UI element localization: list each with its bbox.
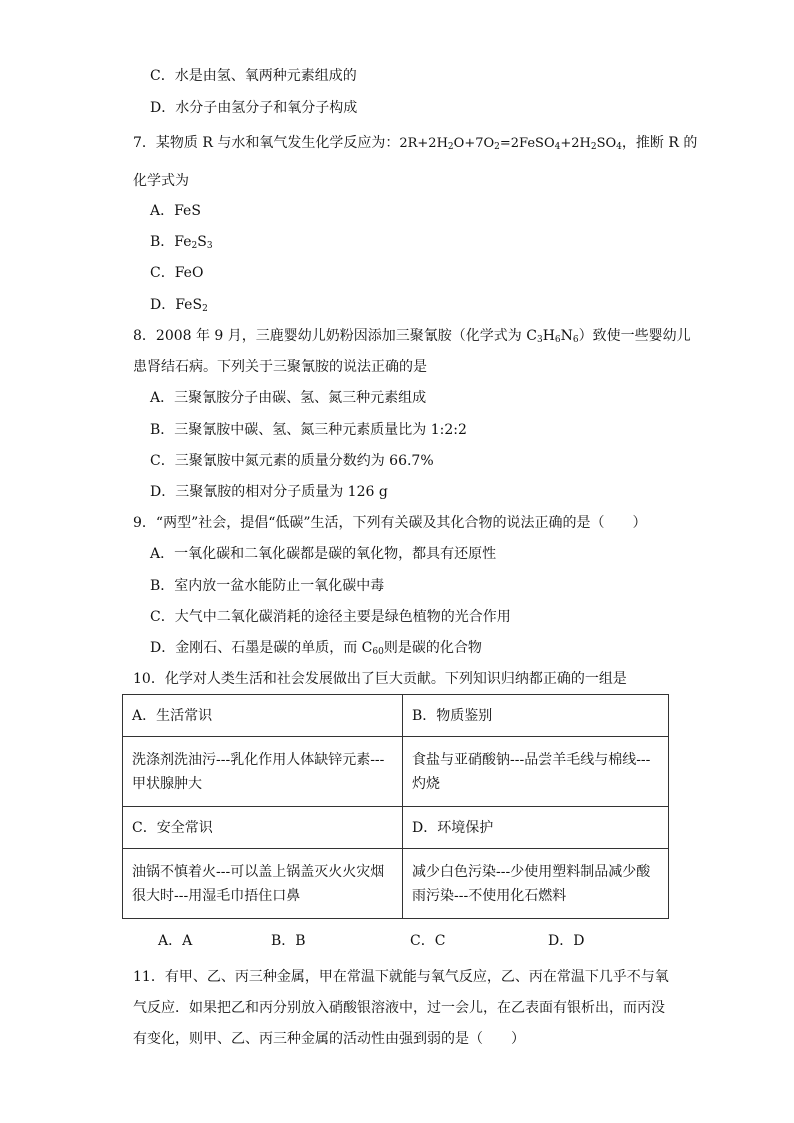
q7-equation: $2R+2H_2O+7O_2=2FeSO_4+2H_2SO_4$ — [399, 136, 622, 152]
q8-option-a: A．三聚氰胺分子由碳、氢、氮三种元素组成 — [150, 390, 427, 406]
table-row — [123, 737, 669, 807]
cell-a-body: 洗涤剂洗油污---乳化作用人体缺锌元素--- 甲状腺肿大 — [123, 737, 403, 807]
table-row — [123, 849, 669, 919]
cell-a-heading: A．生活常识 — [123, 695, 403, 737]
q11-stem-line2: 气反应．如果把乙和丙分别放入硝酸银溶液中，过一会儿，在乙表面有银析出，而丙没 — [133, 1000, 665, 1016]
q7-option-a: A．FeS — [150, 203, 201, 219]
cell-c-body: 油锅不慎着火---可以盖上锅盖灭火火灾烟 很大时---用湿毛巾捂住口鼻 — [123, 849, 403, 919]
q9-option-c: C．大气中二氧化碳消耗的途径主要是绿色植物的光合作用 — [150, 609, 511, 625]
q6-option-d: D．水分子由氢分子和氧分子构成 — [150, 100, 358, 116]
cell-d-body: 减少白色污染---少使用塑料制品减少酸 雨污染---不使用化石燃料 — [403, 849, 669, 919]
q7-option-d: D．FeS$_2$ — [150, 297, 208, 314]
q6-option-c: C．水是由氢、氧两种元素组成的 — [150, 68, 357, 84]
q7-stem — [133, 133, 697, 154]
cell-b-heading: B．物质鉴别 — [403, 695, 669, 737]
q7-stem-tail: ，推断 R 的 — [621, 135, 698, 151]
q11-stem-line1: 11．有甲、乙、丙三种金属，甲在常温下就能与氧气反应，乙、丙在常温下几乎不与氧 — [133, 969, 669, 985]
q9-option-b: B．室内放一盆水能防止一氧化碳中毒 — [150, 578, 385, 594]
q8-stem-line2: 患肾结石病。下列关于三聚氰胺的说法正确的是 — [133, 359, 427, 375]
q10-choice-b: B．B — [271, 933, 306, 949]
q9-option-a: A．一氧化碳和二氧化碳都是碳的氧化物，都具有还原性 — [150, 546, 497, 562]
table-row — [123, 807, 669, 849]
q10-choice-a: A．A — [158, 933, 193, 949]
q7-option-c: C．FeO — [150, 265, 204, 281]
q7-stem-text: 7．某物质 R 与水和氧气发生化学反应为： — [133, 135, 400, 151]
table-row — [123, 695, 669, 737]
q8-option-c: C．三聚氰胺中氮元素的质量分数约为 66.7% — [150, 453, 434, 469]
cell-b-body: 食盐与亚硝酸钠---品尝羊毛线与棉线--- 灼烧 — [403, 737, 669, 807]
q8-stem: 8．2008 年 9 月，三鹿婴幼儿奶粉因添加三聚氰胺（化学式为 $C_3H_6N_6$）致使一些婴幼儿 — [133, 328, 691, 345]
q9-option-d: D．金刚石、石墨是碳的单质，而 $C_{60}$则是碳的化合物 — [150, 640, 482, 657]
q8-option-b: B．三聚氰胺中碳、氢、氮三种元素质量比为 1:2:2 — [150, 422, 467, 438]
cell-d-heading: D．环境保护 — [403, 807, 669, 849]
q9-stem: 9．“两型”社会，提倡“低碳”生活，下列有关碳及其化合物的说法正确的是（ ） — [133, 515, 647, 531]
q8-option-d: D．三聚氰胺的相对分子质量为 126 g — [150, 484, 388, 500]
q7-stem-line2: 化学式为 — [133, 173, 189, 189]
q7-option-b: B．$Fe_2S_3$ — [150, 234, 213, 251]
cell-c-heading: C．安全常识 — [123, 807, 403, 849]
q10-knowledge-table — [122, 694, 669, 919]
q10-choice-d: D．D — [548, 933, 585, 949]
q10-stem: 10．化学对人类生活和社会发展做出了巨大贡献。下列知识归纳都正确的一组是 — [133, 671, 627, 687]
q11-stem-line3: 有变化，则甲、乙、丙三种金属的活动性由强到弱的是（ ） — [133, 1031, 525, 1047]
q10-choice-c: C．C — [410, 933, 446, 949]
